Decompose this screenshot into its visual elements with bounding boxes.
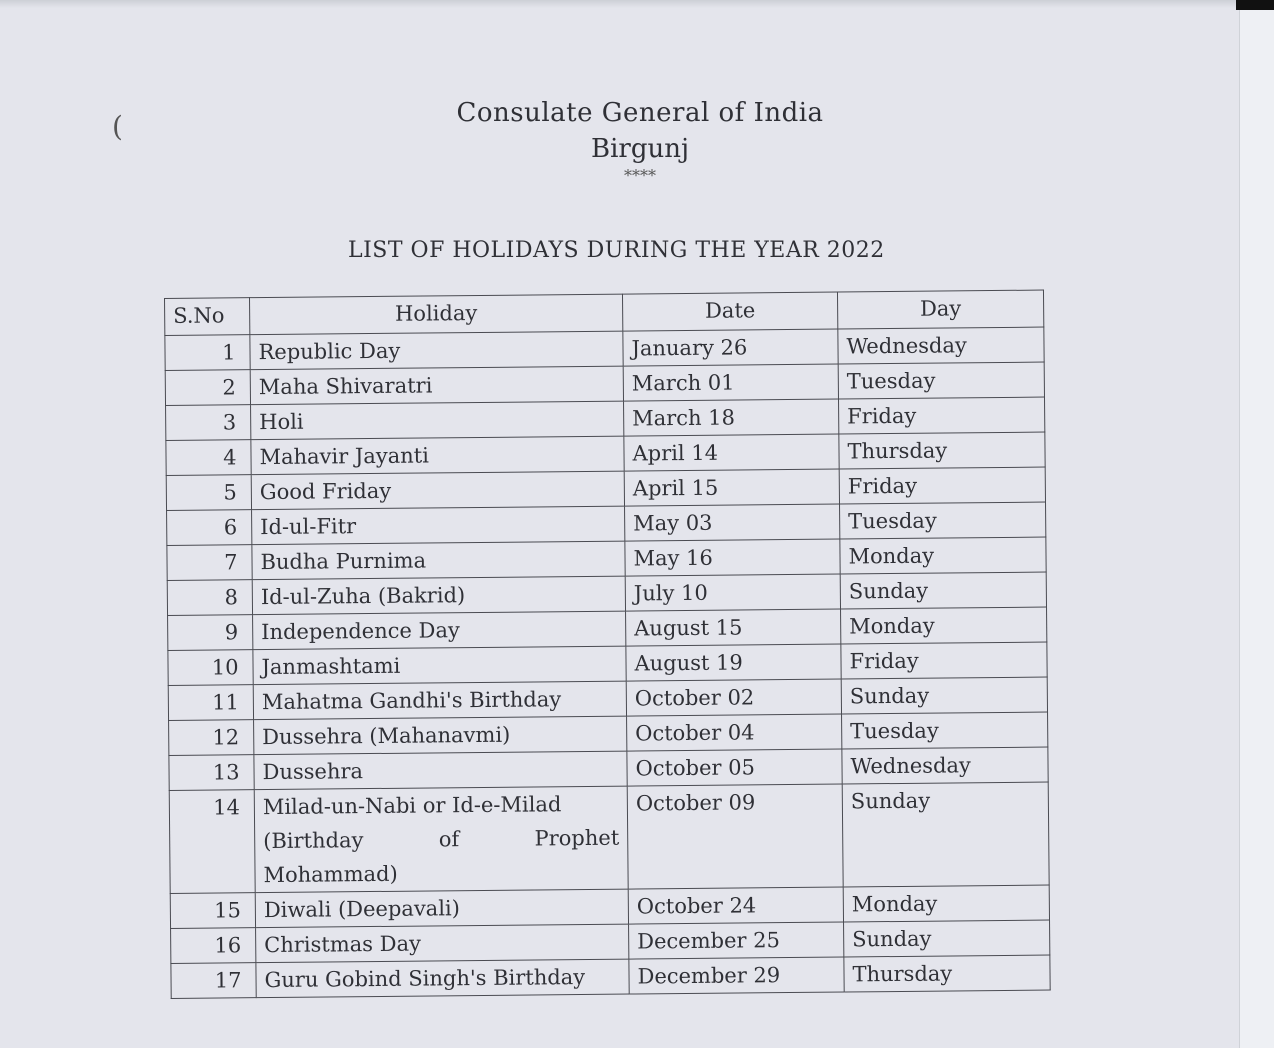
cell-sno: 3: [166, 405, 251, 441]
cell-date: December 29: [629, 957, 844, 994]
cell-day: Sunday: [842, 782, 1049, 887]
cell-holiday: Diwali (Deepavali): [255, 889, 628, 928]
cell-day: Monday: [841, 607, 1047, 644]
cell-day: Thursday: [839, 432, 1045, 469]
cell-day: Sunday: [841, 677, 1047, 714]
cell-sno: 5: [166, 475, 251, 511]
cell-holiday: Dussehra (Mahanavmi): [254, 716, 627, 755]
cell-holiday: Janmashtami: [253, 646, 626, 685]
cell-sno: 7: [167, 545, 252, 581]
cell-day: Friday: [839, 467, 1045, 504]
cell-day: Friday: [841, 642, 1047, 679]
cell-holiday: Id-ul-Fitr: [252, 506, 625, 545]
cell-holiday: Good Friday: [251, 471, 624, 510]
cell-day: Sunday: [844, 920, 1050, 957]
cell-day: Thursday: [844, 955, 1050, 992]
cell-date: October 02: [626, 679, 841, 716]
cell-date: August 19: [626, 644, 841, 681]
cell-sno: 12: [169, 720, 254, 756]
cell-date: July 10: [625, 574, 840, 611]
cell-sno: 17: [171, 963, 256, 999]
cell-date: April 15: [624, 469, 839, 506]
cell-sno: 13: [169, 755, 254, 791]
cell-holiday: Mahatma Gandhi's Birthday: [253, 681, 626, 720]
cell-date: May 03: [625, 504, 840, 541]
cell-sno: 14: [169, 790, 255, 894]
cell-day: Monday: [843, 885, 1049, 922]
cell-date: August 15: [626, 609, 841, 646]
cell-sno: 1: [165, 335, 250, 371]
cell-day: Tuesday: [838, 362, 1044, 399]
holiday-line-justified: [263, 821, 619, 858]
cell-holiday: Maha Shivaratri: [250, 366, 623, 405]
cell-holiday: Id-ul-Zuha (Bakrid): [252, 576, 625, 615]
cell-date: April 14: [624, 434, 839, 471]
cell-sno: 11: [168, 685, 253, 721]
table-row: [169, 782, 1049, 893]
table-body: [165, 327, 1050, 998]
city-name: Birgunj: [590, 134, 690, 164]
column-header-date: Date: [622, 292, 837, 331]
cell-holiday: Mahavir Jayanti: [251, 436, 624, 475]
header-separator: ****: [624, 166, 656, 185]
column-header-holiday: Holiday: [250, 294, 623, 335]
cell-date: May 16: [625, 539, 840, 576]
cell-sno: 6: [167, 510, 252, 546]
holiday-word: of: [438, 827, 460, 852]
cell-holiday: Christmas Day: [256, 924, 629, 963]
cell-sno: 16: [171, 928, 256, 964]
scan-top-edge: [0, 0, 1274, 8]
document-title: LIST OF HOLIDAYS DURING THE YEAR 2022: [348, 238, 885, 263]
holiday-line: Milad-un-Nabi or Id-e-Milad: [262, 792, 562, 820]
cell-date: October 24: [628, 887, 843, 924]
cell-holiday: Independence Day: [253, 611, 626, 650]
cell-date: January 26: [623, 329, 838, 366]
cell-date: March 01: [623, 364, 838, 401]
cell-holiday: [254, 786, 628, 893]
cell-day: Sunday: [840, 572, 1046, 609]
cell-holiday: Guru Gobind Singh's Birthday: [256, 959, 629, 998]
margin-mark: (: [112, 110, 123, 143]
cell-sno: 2: [165, 370, 250, 406]
cell-date: December 25: [629, 922, 844, 959]
cell-date: October 05: [627, 749, 842, 786]
holiday-word: Prophet: [534, 825, 620, 851]
holiday-table-container: [164, 290, 1051, 999]
cell-holiday: Holi: [251, 401, 624, 440]
scan-right-margin: [1239, 10, 1274, 1048]
cell-holiday: Budha Purnima: [252, 541, 625, 580]
cell-day: Friday: [839, 397, 1045, 434]
column-header-day: Day: [837, 290, 1043, 329]
cell-date: March 18: [624, 399, 839, 436]
column-header-sno: S.No: [165, 298, 250, 336]
cell-sno: 9: [168, 615, 253, 651]
cell-day: Wednesday: [838, 327, 1044, 364]
cell-day: Tuesday: [840, 502, 1046, 539]
document-header: [340, 95, 940, 185]
cell-holiday: Republic Day: [250, 331, 623, 370]
cell-sno: 8: [167, 580, 252, 616]
cell-date: October 04: [627, 714, 842, 751]
cell-day: Monday: [840, 537, 1046, 574]
cell-holiday: Dussehra: [254, 751, 627, 790]
holiday-line: Mohammad): [263, 861, 398, 888]
cell-sno: 4: [166, 440, 251, 476]
cell-day: Tuesday: [842, 712, 1048, 749]
cell-date: October 09: [627, 784, 843, 889]
cell-sno: 10: [168, 650, 253, 686]
cell-sno: 15: [170, 893, 255, 929]
holiday-table: [164, 290, 1051, 999]
organization-name: Consulate General of India: [456, 98, 824, 128]
holiday-word: (Birthday: [263, 828, 364, 854]
cell-day: Wednesday: [842, 747, 1048, 784]
scan-corner-shadow: [1236, 0, 1274, 10]
